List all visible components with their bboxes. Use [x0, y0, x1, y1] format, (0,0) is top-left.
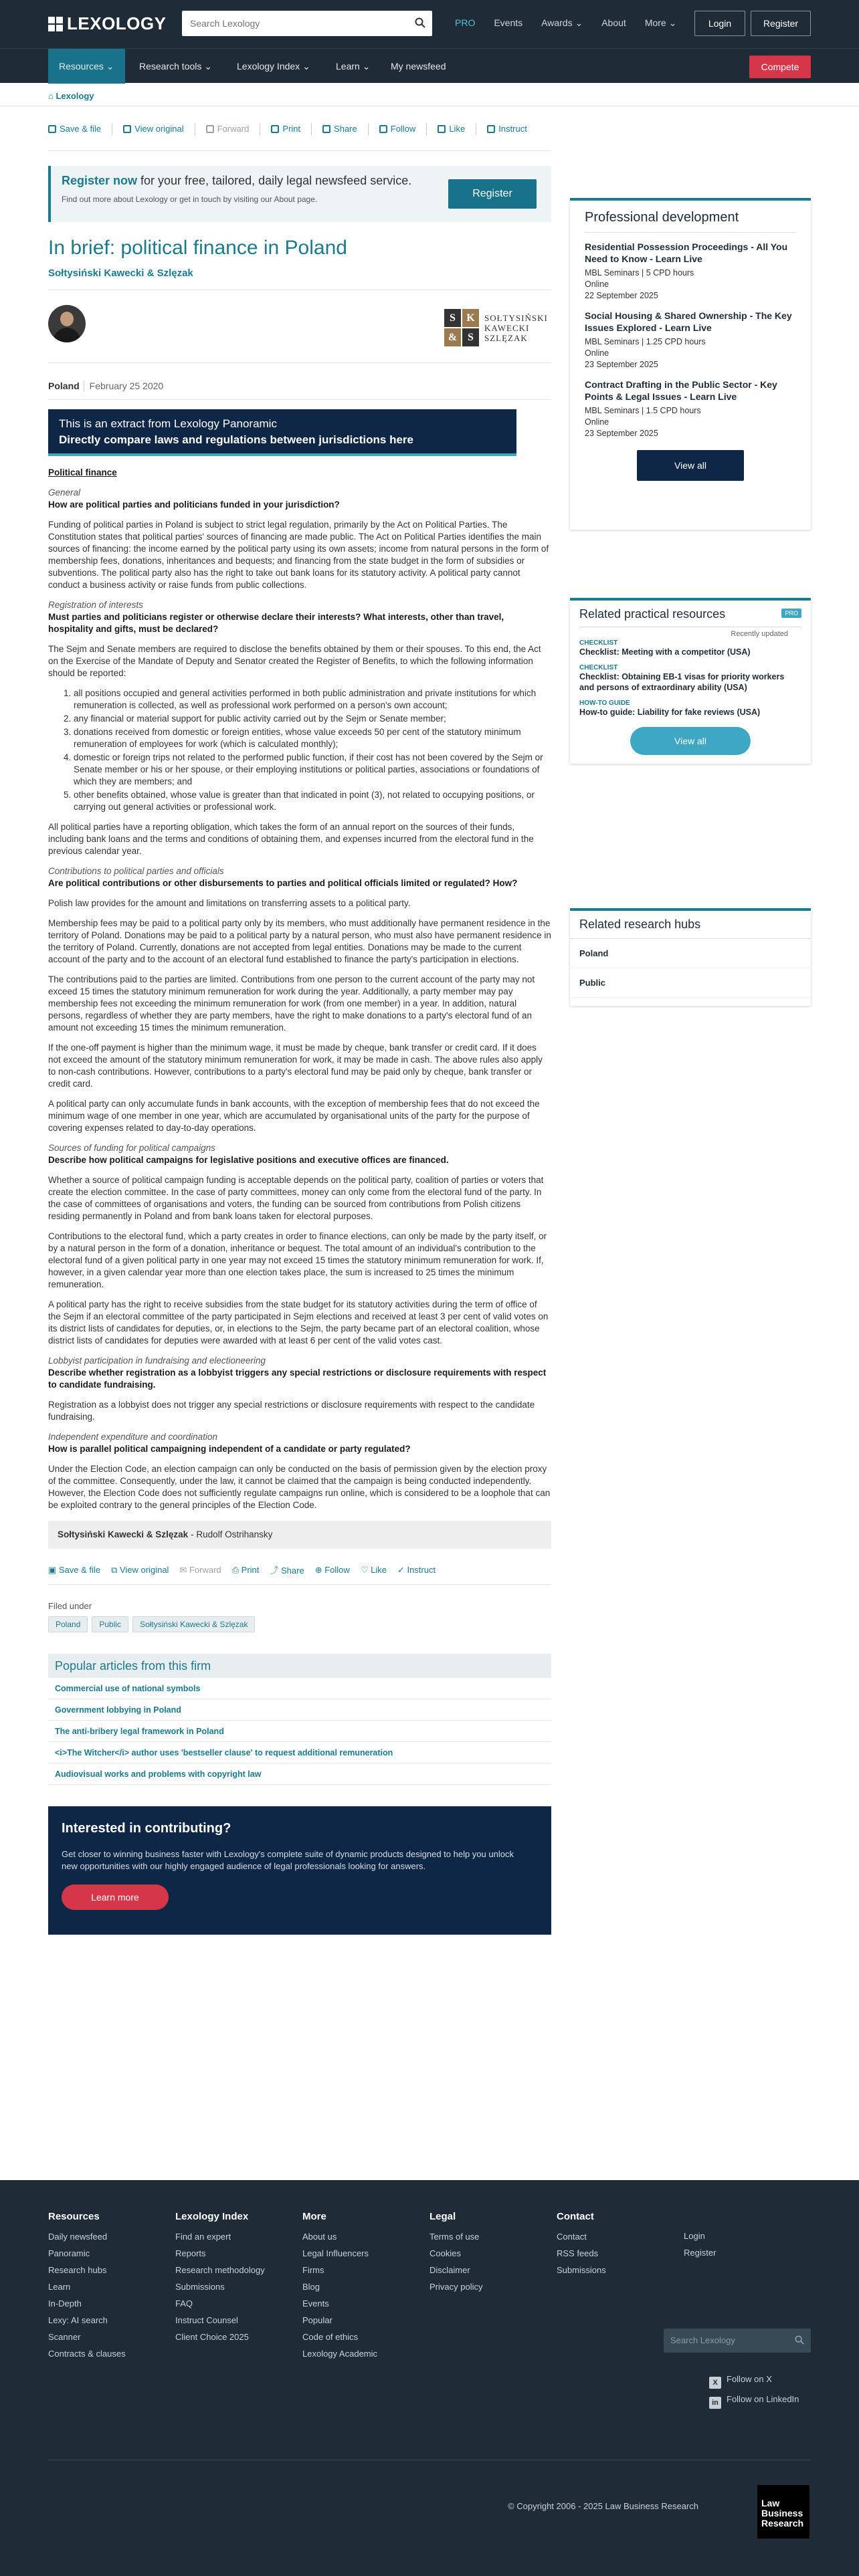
share-button[interactable]: ⤴ Share	[270, 1566, 304, 1576]
paragraph: Funding of political parties in Poland is subject to strict legal regulation, primarily by the Act on Political Parties. The Constitution states that political parties' sources of financing are made public. The Act on Political Parties identifies the main sources of financing: the income earned by the political party using its own assets; income from natural persons in the form of membership fees, donations, inheritances and bequests; and financing from the state budget in the form of subsidies or subventions. The political party also has the right to take out bank loans for its statutory activity. A political party cannot conduct a business activity or raise funds from public collections.	[48, 520, 549, 590]
list-item: 1. all positions occupied and general activities performed in both public administration and private institutions for which remuneration is collected, as well as professional work performed on a person's own account;	[74, 687, 551, 712]
footer-col-more: More About us Legal Influencers Firms Blog Events Popular Code of ethics Lexology Academic	[302, 2211, 378, 2359]
divider	[368, 123, 369, 135]
logo-icon	[48, 17, 63, 31]
register-text: for your free, tailored, daily legal newsfeed service.	[137, 174, 412, 187]
paragraph: Polish law provides for the amount and limitations on transferring assets to a political party.	[48, 898, 411, 908]
lexology-logo[interactable]: LEXOLOGY	[48, 13, 166, 34]
author-name[interactable]: - Rudolf Ostrihansky	[191, 1529, 273, 1539]
link-icon: ⧉	[111, 1564, 120, 1575]
footer-link[interactable]: FAQ	[175, 2298, 193, 2309]
follow-button[interactable]: ⊕ Follow	[314, 1564, 350, 1575]
practical-resources	[570, 598, 811, 764]
subnav-research-tools[interactable]: Research tools ⌄	[139, 61, 212, 72]
event-item[interactable]: Contract Drafting in the Public Sector - Key Points & Legal Issues - Learn Live MBL Seminars | 1.5 CPD hours Online 23 September 2025	[585, 379, 777, 438]
popular-item[interactable]: The anti-bribery legal framework in Poland	[48, 1721, 551, 1742]
forward-icon	[206, 125, 214, 133]
subheading: Independent expenditure and coordination	[48, 1432, 217, 1442]
footer-link[interactable]: Research hubs	[48, 2265, 107, 2275]
nav-events[interactable]: Events	[494, 17, 523, 28]
view-original-button[interactable]: View original	[123, 124, 183, 134]
hub-item[interactable]: Public	[570, 968, 811, 998]
resource-item[interactable]: CHECKLIST Checklist: Meeting with a competitor (USA)	[579, 639, 751, 657]
footer-link[interactable]: Reports	[175, 2248, 206, 2258]
save-button[interactable]: ▣ Save & file	[48, 1564, 101, 1575]
x-icon: X	[709, 2377, 721, 2389]
footer-link[interactable]: Daily newsfeed	[48, 2232, 108, 2242]
panoramic-banner[interactable]: This is an extract from Lexology Panoramic Directly compare laws and regulations between jurisdictions here	[48, 409, 516, 456]
firm-link[interactable]: Sołtysiński Kawecki & Szlęzak	[48, 267, 193, 279]
article-toolbar-bottom	[48, 1555, 551, 1585]
popular-item[interactable]: Commercial use of national symbols	[48, 1678, 551, 1699]
contribute-text: Get closer to winning business faster with Lexology's complete suite of dynamic products designed to help you unlock new opportunities with our highly engaged audience of legal professionals looking for answers.	[62, 1849, 514, 1871]
view-all-events-button[interactable]: View all	[637, 450, 744, 481]
like-button[interactable]: Like	[438, 124, 465, 134]
subnav-newsfeed[interactable]: My newsfeed	[391, 61, 446, 72]
paragraph: The Sejm and Senate members are required to disclose the benefits obtained by them or their spouses. To this end, the Act on the Exercise of the Mandate of Deputy and Senator created the Register of Benefits, to which the following information should be reported:	[48, 644, 541, 678]
resource-item[interactable]: HOW-TO GUIDE How-to guide: Liability for fake reviews (USA)	[579, 700, 761, 717]
nav-pro[interactable]: PRO	[455, 17, 476, 28]
benefits-list	[74, 687, 551, 813]
list-item: 3. donations received from domestic or foreign entities, whose value exceeds 50 per cent of the statutory minimum remuneration of employees for work (which is calculated monthly);	[74, 726, 551, 750]
instruct-icon	[487, 125, 495, 133]
breadcrumb[interactable]: ⌂ Lexology	[48, 91, 94, 101]
save-icon	[48, 125, 56, 133]
like-button[interactable]: ♡ Like	[360, 1564, 387, 1575]
save-icon: ▣	[48, 1564, 59, 1575]
firm-logo-text: SOŁTYSIŃSKI KAWECKI SZLĘZAK	[484, 313, 548, 343]
view-all-resources-button[interactable]: View all	[630, 727, 751, 755]
search-box[interactable]	[182, 11, 432, 36]
footer-link[interactable]: Code of ethics	[302, 2332, 359, 2342]
popular-item[interactable]: Government lobbying in Poland	[48, 1699, 551, 1721]
firm-logo[interactable]	[444, 309, 551, 346]
share-button[interactable]: Share	[322, 124, 357, 134]
paragraph: If the one-off payment is higher than the minimum wage, it must be made by cheque, bank transfer or credit card. If it does not exceed the amount of the statutory minimum remuneration for work, it may be made in cash. The above rules also apply to non-cash contributions. However, contributions to a party's electoral fund may be paid only by cheque, bank transfer or credit card.	[48, 1043, 543, 1089]
like-icon: ♡	[360, 1564, 371, 1575]
footer-link[interactable]: Client Choice 2025	[175, 2332, 249, 2342]
professional-development	[570, 198, 811, 530]
list-item: 5. other benefits obtained, whose value is greater than that indicated in point (3), not related to occupying positions, or carrying out general activities or professional work.	[74, 789, 551, 813]
footer-link[interactable]: In-Depth	[48, 2298, 82, 2309]
contribute-title: Interested in contributing?	[62, 1821, 231, 1836]
hub-item[interactable]: Poland	[570, 939, 811, 968]
subheading: Sources of funding for political campaigns	[48, 1143, 215, 1153]
login-button[interactable]: Login	[694, 11, 745, 36]
footer-link[interactable]: Scanner	[48, 2332, 81, 2342]
home-icon: ⌂	[48, 91, 56, 101]
pro-badge: PRO	[781, 609, 801, 618]
instruct-button[interactable]: Instruct	[487, 124, 527, 134]
footer-link[interactable]: Research methodology	[175, 2265, 265, 2275]
share-icon	[322, 125, 330, 133]
author-bar	[48, 1521, 551, 1549]
tag[interactable]: Public	[92, 1616, 128, 1632]
paragraph: Membership fees may be paid to a political party only by its members, who must additionally have permanent residence in the territory of Poland. Donations may be paid to a political party by a natural person, who must also have permanent residence in the territory of Poland. Currently, donations are not accepted from legal entities. Donations may be made to the current account of the party and to the account of an electoral fund established to finance the party's participation in elections.	[48, 918, 551, 964]
learn-more-button[interactable]: Learn more	[62, 1885, 169, 1910]
list-item: 2. any financial or material support for public activity carried out by the Sejm or Senate member;	[74, 713, 551, 725]
page-title: In brief: political finance in Poland	[48, 237, 347, 259]
author-firm[interactable]: Sołtysiński Kawecki & Szlęzak	[58, 1529, 189, 1539]
divider	[311, 123, 312, 135]
divider	[426, 123, 427, 135]
footer-link[interactable]: Register	[684, 2248, 717, 2258]
forward-icon: ✉	[179, 1564, 189, 1575]
event-item[interactable]: Residential Possession Proceedings - All You Need to Know - Learn Live MBL Seminars | 5 CPD hours Online 22 September 2025	[585, 241, 788, 300]
popular-title: Popular articles from this firm	[48, 1654, 551, 1678]
article-meta	[48, 381, 551, 400]
question: Must parties and politicians register or otherwise declare their interests? What interests, other than travel, hospitality and gifts, must be declared?	[48, 612, 504, 634]
tag-list	[48, 1616, 551, 1632]
firm-logo-mark: S K & S	[444, 309, 479, 346]
instruct-button[interactable]: ✓ Instruct	[397, 1564, 436, 1575]
footer-link[interactable]: About us	[302, 2232, 337, 2242]
share-icon: ⤴	[270, 1566, 282, 1576]
footer-col-account	[684, 2231, 716, 2264]
subnav-lexology-index[interactable]: Lexology Index ⌄	[237, 61, 310, 72]
footer-link[interactable]: Panoramic	[48, 2248, 90, 2258]
tag[interactable]: Sołtysiński Kawecki & Szlęzak	[132, 1616, 255, 1632]
popular-articles	[48, 1654, 551, 1785]
print-button[interactable]: Print	[271, 124, 300, 134]
print-icon: ⎙	[231, 1564, 242, 1575]
section-heading: Political finance	[48, 467, 117, 477]
subheading: Registration of interests	[48, 600, 143, 610]
search-icon[interactable]	[415, 17, 425, 28]
footer-link[interactable]: Blog	[302, 2282, 320, 2292]
avatar[interactable]	[48, 305, 86, 342]
footer-link[interactable]: Disclaimer	[430, 2265, 470, 2275]
question: How are political parties and politicians funded in your jurisdiction?	[48, 500, 340, 510]
subheading: Lobbyist participation in fundraising and electioneering	[48, 1356, 266, 1366]
like-icon	[438, 125, 446, 133]
popular-item[interactable]: <i>The Witcher</i> author uses 'bestseller clause' to request additional remuneration	[48, 1742, 551, 1763]
author-strip	[48, 290, 551, 363]
footer-link[interactable]: Submissions	[557, 2265, 606, 2275]
footer-col-index: Lexology Index Find an expert Reports Research methodology Submissions FAQ Instruct Counsel Client Choice 2025	[175, 2211, 265, 2342]
copyright: © Copyright 2006 - 2025 Law Business Research	[508, 2501, 698, 2511]
follow-icon	[379, 125, 387, 133]
footer-link[interactable]: RSS feeds	[557, 2248, 599, 2258]
popular-item[interactable]: Audiovisual works and problems with copyright law	[48, 1763, 551, 1785]
footer-col-legal: Legal Terms of use Cookies Disclaimer Privacy policy	[430, 2211, 483, 2292]
main-column	[48, 107, 551, 1935]
subnav-learn[interactable]: Learn ⌄	[336, 61, 371, 72]
list-item: 4. domestic or foreign trips not related to the performed public function, if their cost has not been covered by the Sejm or Senate member or his or her spouse, or their employing institutions or political parties, associations or foundations of which they are members; and	[74, 752, 551, 788]
footer-link[interactable]: Learn	[48, 2282, 71, 2292]
footer-col-contact: Contact Contact RSS feeds Submissions	[557, 2211, 606, 2275]
save-button[interactable]: Save & file	[48, 124, 101, 134]
compete-button[interactable]: Compete	[749, 56, 811, 78]
nav-about[interactable]: About	[601, 17, 626, 28]
footer-link[interactable]: Find an expert	[175, 2232, 231, 2242]
article-date: February 25 2020	[84, 381, 164, 391]
resource-item[interactable]: CHECKLIST Checklist: Obtaining EB-1 visas for priority workers and persons of extraordinary ability (USA)	[579, 664, 785, 692]
research-hubs	[570, 908, 811, 1006]
search-icon[interactable]	[795, 2335, 804, 2345]
search-input[interactable]	[182, 11, 396, 36]
footer-col-resources: Resources Daily newsfeed Panoramic Research hubs Learn In-Depth Lexy: AI search Scanner Contracts & clauses	[48, 2211, 126, 2359]
forward-button[interactable]: ✉ Forward	[179, 1564, 221, 1575]
nav-awards[interactable]: Awards ⌄	[541, 17, 583, 28]
follow-icon: ⊕	[314, 1564, 325, 1575]
follow-button[interactable]: Follow	[379, 124, 416, 134]
article-body	[48, 467, 551, 1511]
footer-link[interactable]: Firms	[302, 2265, 324, 2275]
question: Describe whether registration as a lobbyist triggers any special restrictions or disclosure requirements with respect to candidate fundraising.	[48, 1368, 547, 1390]
footer-link[interactable]: Legal Influencers	[302, 2248, 369, 2258]
register-banner	[48, 166, 551, 222]
nav-more[interactable]: More ⌄	[644, 17, 677, 28]
question: Are political contributions or other disbursements to parties and political officials limited or regulated? How?	[48, 878, 518, 888]
register-button[interactable]: Register	[751, 11, 811, 36]
register-now-link[interactable]: Register now	[62, 174, 138, 187]
subnav-resources[interactable]: Resources ⌄	[48, 49, 125, 84]
linkedin-icon: in	[709, 2397, 721, 2409]
footer-link[interactable]: Instruct Counsel	[175, 2315, 238, 2325]
link-icon	[123, 125, 131, 133]
lbr-logo[interactable]: Law Business Research	[757, 2485, 809, 2539]
paragraph: Contributions to the electoral fund, which a party creates in order to finance elections, can only be made by the party itself, or by a natural person in the form of a donation, inheritance or bequest. The total amount of an individual's contribution to the electoral fund of a given political party in one year may not exceed 15 times the statutory minimum remuneration for work. If, however, in a given calendar year more than one election takes place, the sum is increased to 25 times the minimum remuneration.	[48, 1231, 547, 1289]
footer-link[interactable]: Privacy policy	[430, 2282, 483, 2292]
country-label[interactable]: Poland	[48, 381, 80, 391]
top-nav	[455, 17, 695, 29]
forward-button[interactable]: Forward	[206, 124, 250, 134]
hubs-title: Related research hubs	[570, 911, 811, 939]
event-item[interactable]: Social Housing & Shared Ownership - The Key Issues Explored - Learn Live MBL Seminars | 1.25 CPD hours Online 23 September 2025	[585, 310, 792, 369]
question: Describe how political campaigns for legislative positions and executive offices are financed.	[48, 1155, 449, 1165]
register-cta-button[interactable]: Register	[448, 179, 537, 209]
footer	[0, 2180, 859, 2576]
follow-linkedin-link[interactable]: in Follow on LinkedIn	[709, 2394, 799, 2409]
paragraph: The contributions paid to the parties are limited. Contributions from one person to the current account of the party may not exceed 15 times the statutory minimum remuneration for work during the year. Additionally, a party member may pay membership fees not exceeding the minimum remuneration for work (from one member) in a year. In addition, natural persons, regardless of whether they are party members, have the right to make donations to a party's electoral fund of an amount not exceeding 15 times the minimum remuneration.	[48, 974, 535, 1033]
top-bar	[0, 0, 859, 48]
sub-nav	[0, 48, 859, 83]
practical-title: Related practical resources	[579, 607, 726, 621]
paragraph: Under the Election Code, an election campaign can only be conducted on the basis of permission given by the election proxy of the committee. Consequently, under the law, it cannot be claimed that the campaign is being conducted independently. However, the Election Code does not sufficiently regulate campaigns run online, which is considered to be a loophole that can be exploited contrary to the general principles of the Election Code.	[48, 1464, 551, 1510]
footer-link[interactable]: Submissions	[175, 2282, 225, 2292]
footer-link[interactable]: Contracts & clauses	[48, 2349, 126, 2359]
paragraph: Whether a source of political campaign funding is acceptable depends on the political party, coalition of parties or voters that create the election committee. In the case of party committees, money can only come from the electoral fund of the party. In the case of committees of organisations and voters, the funding can be sourced from contributions from Polish citizens residing permanently in Poland and from bank loans taken for electoral purposes.	[48, 1175, 544, 1221]
footer-link[interactable]: Cookies	[430, 2248, 461, 2258]
footer-link[interactable]: Popular	[302, 2315, 332, 2325]
contribute-panel	[48, 1806, 551, 1935]
recently-updated: Recently updated	[731, 630, 788, 638]
print-button[interactable]: ⎙ Print	[231, 1564, 260, 1575]
paragraph: All political parties have a reporting obligation, which takes the form of an annual report on the sources of their funds, including bank loans and the terms and conditions of obtaining them, and expenses incurred from the electoral fund in the previous calendar year.	[48, 822, 534, 856]
pd-title: Professional development	[585, 210, 796, 233]
footer-link[interactable]: Contact	[557, 2232, 587, 2242]
filed-under-label: Filed under	[48, 1601, 92, 1611]
question: How is parallel political campaigning independent of a candidate or party regulated?	[48, 1444, 411, 1454]
register-subtext: Find out more about Lexology or get in touch by visiting our About page.	[62, 195, 318, 204]
subheading: General	[48, 488, 81, 498]
paragraph: A political party has the right to receive subsidies from the state budget for its statutory activities during the term of office of the Sejm if an electoral committee of the party participated in Sejm elections and received at least 3 per cent of valid votes on its district lists of candidates for deputies, or, in elections to the Sejm, the party became part of an electoral coalition, whose district lists of candidates for deputies were awarded with at least 6 per cent of the valid votes cast.	[48, 1299, 549, 1346]
follow-x-link[interactable]: X Follow on X	[709, 2374, 772, 2389]
footer-link[interactable]: Login	[684, 2231, 705, 2241]
footer-link[interactable]: Terms of use	[430, 2232, 480, 2242]
article-toolbar	[48, 107, 551, 151]
paragraph: Registration as a lobbyist does not trigger any special restrictions or disclosure requirements with respect to the candidate fundraising.	[48, 1400, 535, 1422]
paragraph: A political party can only accumulate funds in bank accounts, with the exception of membership fees that do not exceed the minimum wage of one member in one year, which are accumulated by organisational units of the party for the purpose of covering expenses related to day-to-day operations.	[48, 1099, 540, 1133]
footer-link[interactable]: Events	[302, 2298, 329, 2309]
tag[interactable]: Poland	[48, 1616, 88, 1632]
instruct-icon: ✓	[397, 1564, 407, 1575]
print-icon	[271, 125, 279, 133]
footer-link[interactable]: Lexology Academic	[302, 2349, 378, 2359]
footer-search-input[interactable]: Search Lexology	[664, 2329, 811, 2353]
subheading: Contributions to political parties and officials	[48, 866, 224, 876]
footer-link[interactable]: Lexy: AI search	[48, 2315, 108, 2325]
view-original-button[interactable]: ⧉ View original	[111, 1564, 169, 1575]
